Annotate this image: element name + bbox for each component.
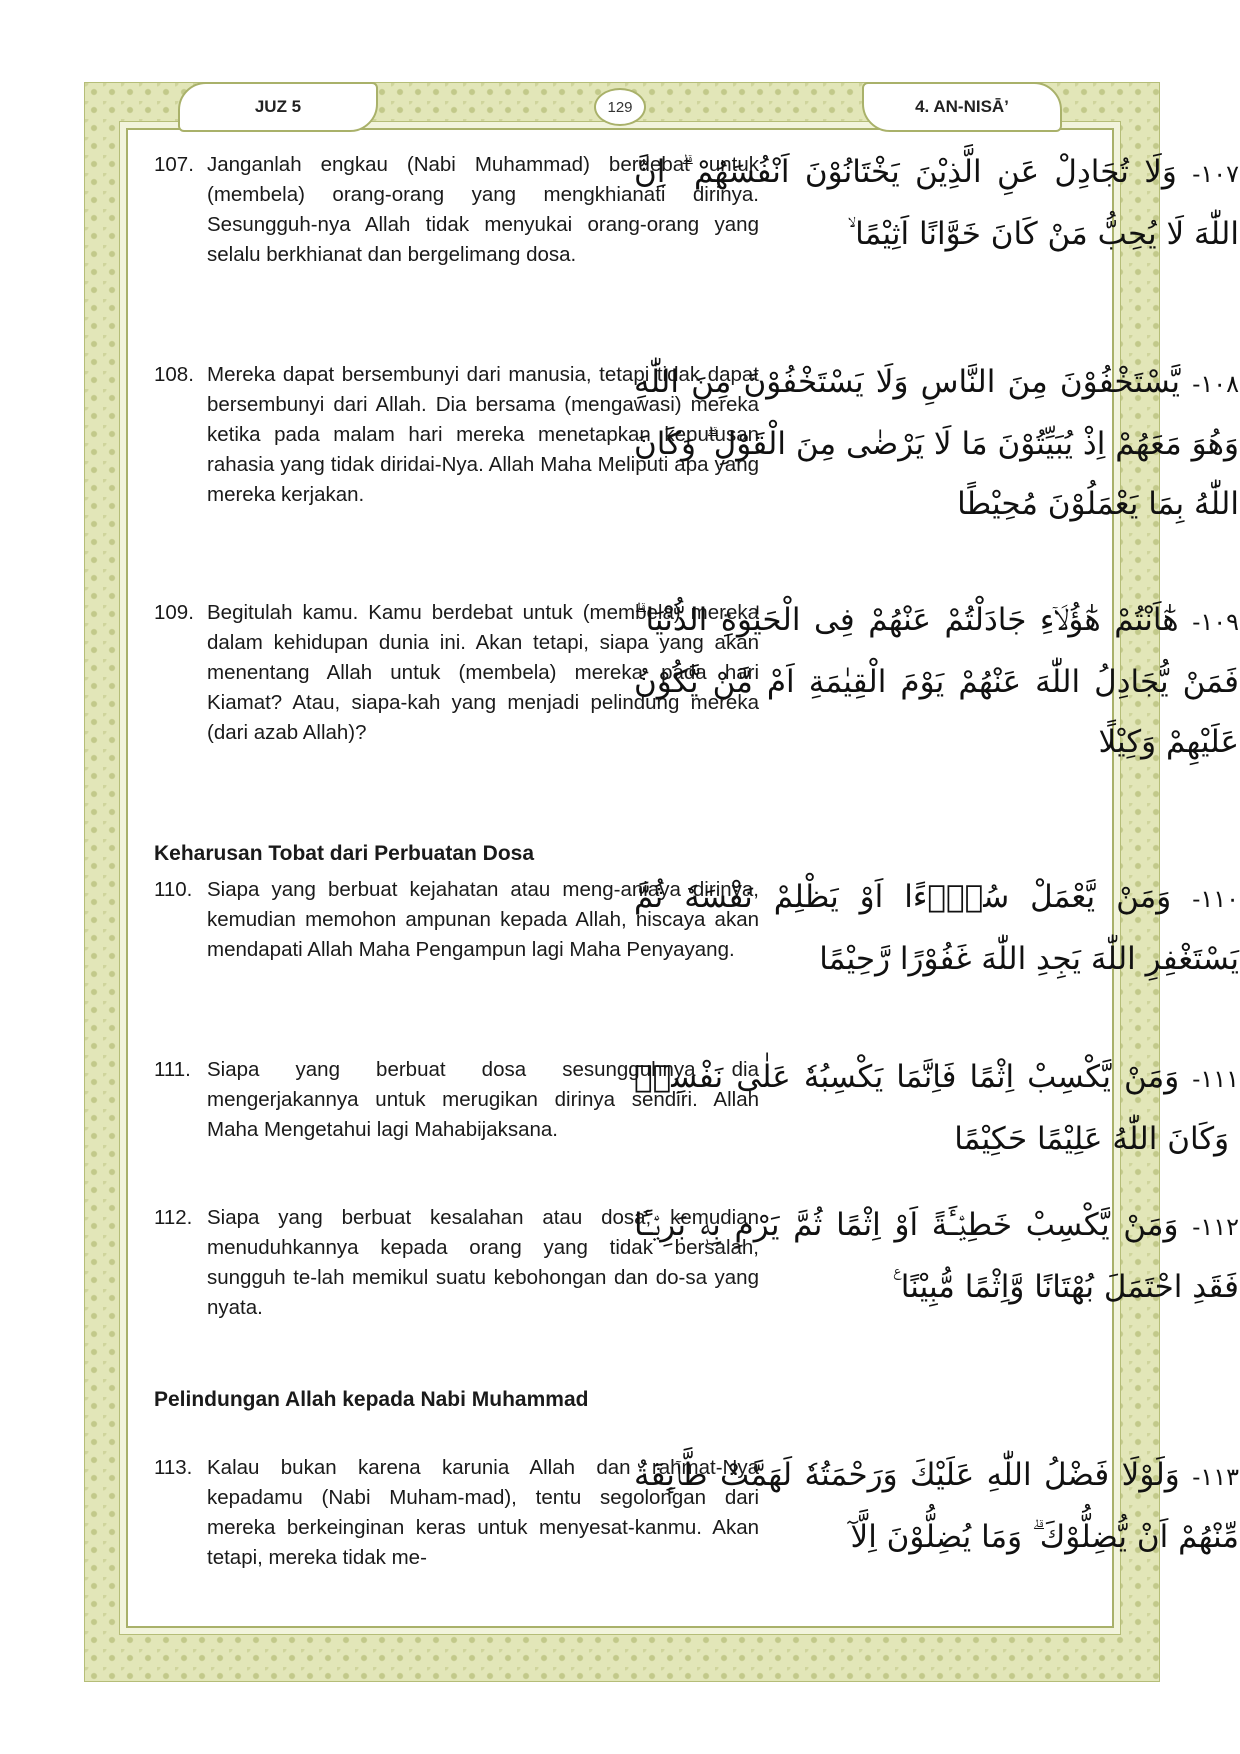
verse-number: 110.: [154, 878, 193, 901]
arabic-text: وَمَنْ يَّكْسِبْ خَطِيْۤـَٔةً اَوْ اِثْمًا ثُمَّ يَرْمِ بِهٖ بَرِيْۤـًٔا فَقَدِ احْتَمَلَ بُهْتَانًا وَّاِثْمًا مُّبِيْنًا ࣖ: [634, 1207, 1239, 1305]
verse-translation: Siapa yang berbuat kejahatan atau meng-aniaya dirinya, kemudian memohon ampunan kepada Allah, niscaya akan mendapati Allah Maha Pengampun lagi Maha Penyayang.: [207, 878, 759, 961]
arabic-verse-number: ١٠٧-: [1192, 160, 1240, 188]
arabic-verse-number: ١١١-: [1192, 1065, 1239, 1093]
arabic-text: يَّسْتَخْفُوْنَ مِنَ النَّاسِ وَلَا يَسْتَخْفُوْنَ مِنَ اللّٰهِ وَهُوَ مَعَهُمْ اِذْ يُبَيِّتُوْنَ مَا لَا يَرْضٰى مِنَ الْقَوْلِ ۗ وَكَانَ اللّٰهُ بِمَا يَعْمَلُوْنَ مُحِيْطًا: [634, 364, 1239, 522]
section-heading: Keharusan Tobat dari Perbuatan Dosa: [154, 842, 535, 865]
arabic-text: وَمَنْ يَّكْسِبْ اِثْمًا فَاِنَّمَا يَكْسِبُهٗ عَلٰى نَفْسِهٖ ۗ وَكَانَ اللّٰهُ عَلِيْمًا حَكِيْمًا: [634, 1059, 1239, 1157]
verse-arabic: [634, 1445, 1239, 1567]
arabic-text: وَلَوْلَا فَضْلُ اللّٰهِ عَلَيْكَ وَرَحْمَتُهٗ لَهَمَّتْ طَّاۤىِٕفَةٌ مِّنْهُمْ اَنْ يُّضِلُّوْكَ ۗ وَمَا يُضِلُّوْنَ اِلَّآ: [634, 1457, 1239, 1555]
verse-arabic: [634, 590, 1239, 772]
verse-translation: Begitulah kamu. Kamu berdebat untuk (membela) mereka dalam kehidupan dunia ini. Akan tetapi, siapa yang akan menentang Allah untuk (membela) mereka pada hari Kiamat? Atau, siapa-kah yang menjadi pelindung mereka (dari azab Allah)?: [207, 601, 759, 744]
verse-arabic: [634, 142, 1239, 264]
arabic-verse-number: ١٠٩-: [1192, 608, 1239, 636]
verse-arabic: [634, 1195, 1239, 1317]
verse-translation: Siapa yang berbuat dosa sesungguhnya dia mengerjakannya untuk merugikan dirinya sendiri. Allah Maha Mengetahui lagi Mahabijaksana.: [207, 1058, 759, 1141]
verse-number: 107.: [154, 153, 194, 176]
verse-arabic: [634, 352, 1239, 534]
verse-number: 109.: [154, 601, 194, 624]
verse-number: 112.: [154, 1206, 193, 1229]
verse-arabic: [634, 1047, 1239, 1169]
verse-number: 108.: [154, 363, 194, 386]
verse-arabic: [634, 867, 1239, 989]
arabic-text: وَمَنْ يَّعْمَلْ سُوْۤءًا اَوْ يَظْلِمْ نَفْسَهٗ ثُمَّ يَسْتَغْفِرِ اللّٰهَ يَجِدِ اللّٰهَ غَفُوْرًا رَّحِيْمًا: [634, 879, 1239, 977]
arabic-verse-number: ١١٢-: [1192, 1213, 1239, 1241]
arabic-text: هٰٓاَنْتُمْ هٰٓؤُلَاۤءِ جَادَلْتُمْ عَنْهُمْ فِى الْحَيٰوةِ الدُّنْيَا ۗ فَمَنْ يُّجَادِلُ اللّٰهَ عَنْهُمْ يَوْمَ الْقِيٰمَةِ اَمْ مَّنْ يَّكُوْنُ عَلَيْهِمْ وَكِيْلًا: [634, 602, 1239, 760]
section-heading: Pelindungan Allah kepada Nabi Muhammad: [154, 1388, 589, 1411]
verse-number: 111.: [154, 1058, 191, 1081]
juz-label: JUZ 5: [178, 82, 378, 132]
arabic-verse-number: ١١٠-: [1192, 885, 1239, 913]
page-number: 129: [594, 88, 646, 126]
verse-translation: Mereka dapat bersembunyi dari manusia, tetapi tidak dapat bersembunyi dari Allah. Dia bersama (mengawasi) mereka ketika pada malam hari mereka menetapkan keputusan rahasia yang tidak diridai-Nya. Allah Maha Meliputi apa yang mereka kerjakan.: [207, 363, 759, 506]
arabic-verse-number: ١١٣-: [1192, 1463, 1240, 1491]
arabic-text: وَلَا تُجَادِلْ عَنِ الَّذِيْنَ يَخْتَانُوْنَ اَنْفُسَهُمْ ۗ اِنَّ اللّٰهَ لَا يُحِبُّ مَنْ كَانَ خَوَّانًا اَثِيْمًا ۙ: [634, 154, 1239, 252]
surah-label: 4. AN-NISĀ’: [862, 82, 1062, 132]
verse-translation: Kalau bukan karena karunia Allah dan rahmat-Nya kepadamu (Nabi Muham-mad), tentu segolongan dari mereka berkeinginan keras untuk menyesat-kanmu. Akan tetapi, mereka tidak me-: [207, 1456, 759, 1569]
verse-translation: Janganlah engkau (Nabi Muhammad) berdebat untuk (membela) orang-orang yang mengkhianati dirinya. Sesungguh-nya Allah tidak menyukai orang-orang yang selalu berkhianat dan bergelimang dosa.: [207, 153, 759, 266]
verse-translation: Siapa yang berbuat kesalahan atau dosa, kemudian menuduhkannya kepada orang yang tidak bersalah, sungguh te-lah memikul suatu kebohongan dan do-sa yang nyata.: [207, 1206, 759, 1319]
arabic-verse-number: ١٠٨-: [1192, 370, 1239, 398]
verse-number: 113.: [154, 1456, 193, 1479]
